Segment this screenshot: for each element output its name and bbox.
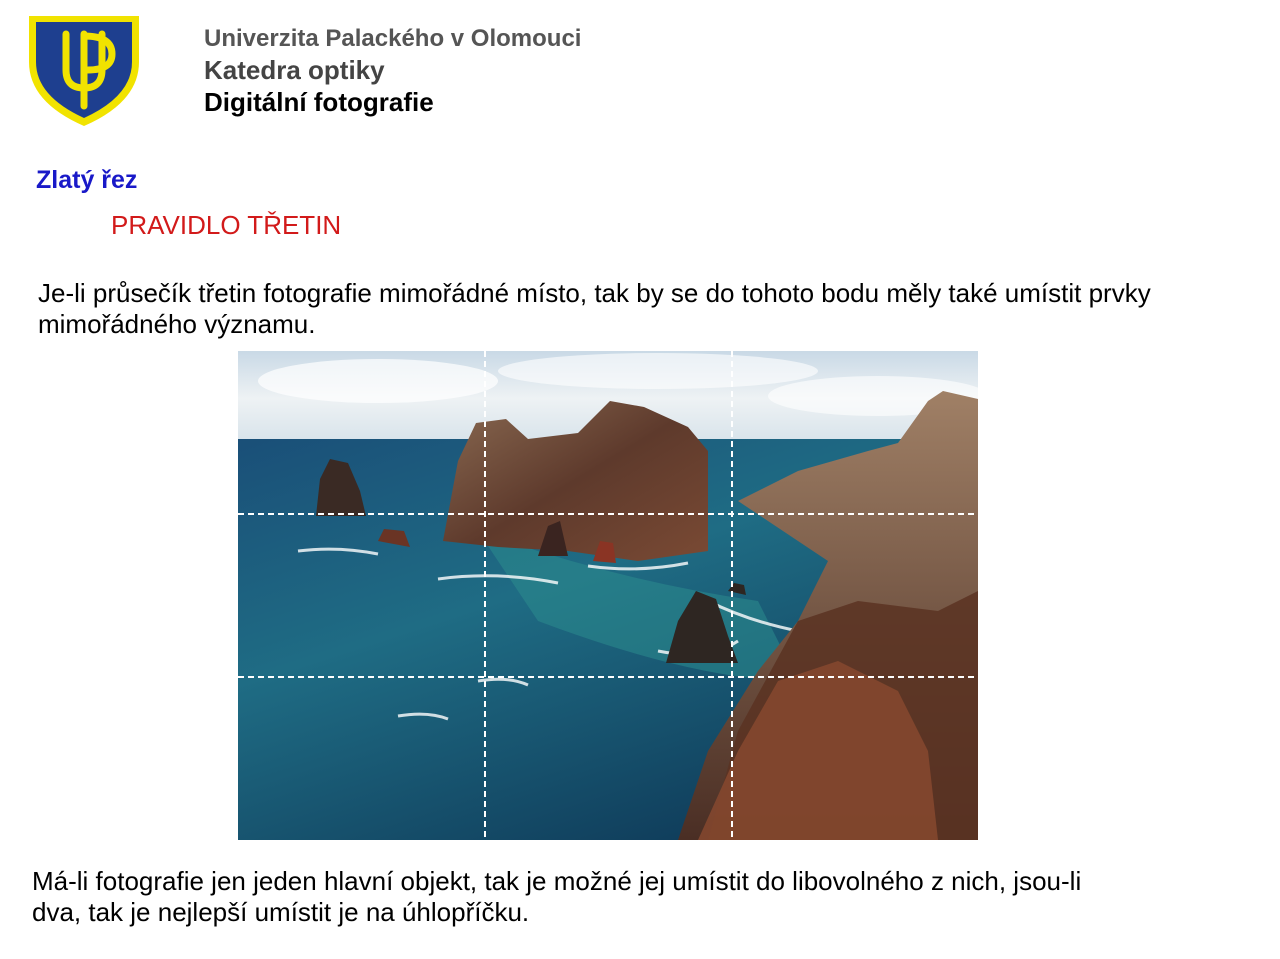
intro-line-2: mimořádného významu. bbox=[38, 309, 316, 339]
intro-paragraph bbox=[38, 278, 1151, 340]
university-name: Univerzita Palackého v Olomouci bbox=[204, 25, 582, 52]
conclusion-line-2: dva, tak je nejlepší umístit je na úhlopříčku. bbox=[32, 897, 530, 927]
conclusion-paragraph bbox=[32, 866, 1081, 928]
header-block bbox=[204, 24, 581, 118]
slide-subtitle: PRAVIDLO TŘETIN bbox=[111, 210, 342, 240]
coastal-cliffs-photo bbox=[238, 351, 978, 840]
university-logo bbox=[26, 10, 142, 128]
department-name: Katedra optiky bbox=[204, 55, 385, 85]
course-name: Digitální fotografie bbox=[204, 87, 434, 117]
intro-line-1: Je-li průsečík třetin fotografie mimořádné místo, tak by se do tohoto bodu měly také umístit prvky bbox=[38, 278, 1151, 308]
conclusion-line-1: Má-li fotografie jen jeden hlavní objekt, tak je možné jej umístit do libovolného z nich, jsou-li bbox=[32, 866, 1082, 896]
slide-title: Zlatý řez bbox=[36, 166, 138, 194]
